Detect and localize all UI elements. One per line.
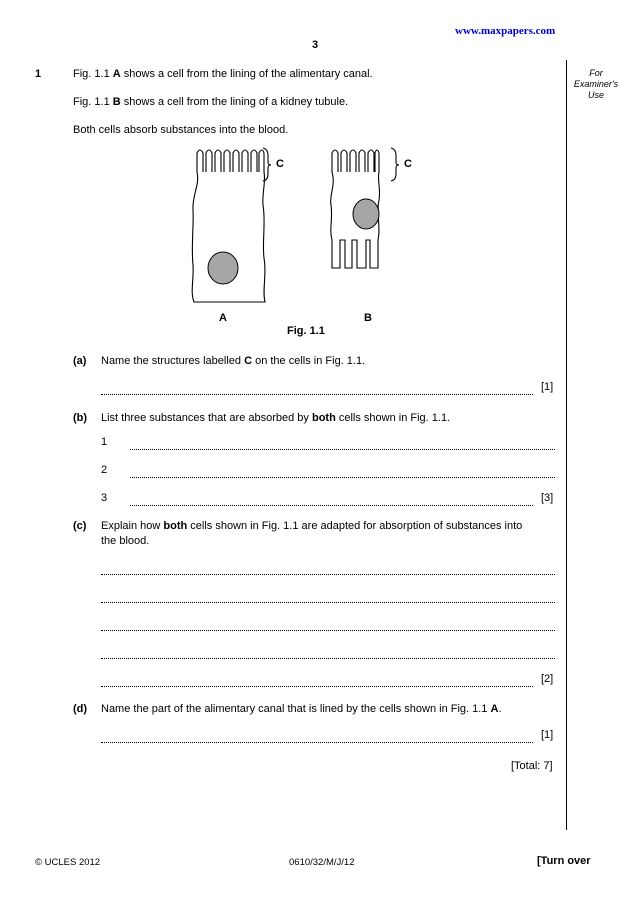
part-d-label: (d) <box>73 703 88 715</box>
intro-1-pre: Fig. 1.1 <box>73 68 113 80</box>
part-a-bold: C <box>244 355 253 367</box>
part-c-answer-line-5[interactable] <box>101 686 533 687</box>
part-d-question <box>101 703 502 715</box>
cell-b-microvilli <box>332 150 379 172</box>
part-d-mark: [1] <box>541 729 554 741</box>
part-d-answer-line[interactable] <box>101 742 533 743</box>
footer-copyright: © UCLES 2012 <box>35 857 101 868</box>
part-b-label: (b) <box>73 412 88 424</box>
intro-line-3: Both cells absorb substances into the blood. <box>73 124 289 136</box>
cell-figure <box>0 0 638 340</box>
part-b-item-2-number: 2 <box>101 464 108 476</box>
part-a-label: (a) <box>73 355 87 367</box>
part-b-post: cells shown in Fig. 1.1. <box>335 412 451 424</box>
part-a-pre: Name the structures labelled <box>101 355 245 367</box>
label-c-cell-a: C <box>276 158 284 170</box>
part-b-item-1-number: 1 <box>101 436 108 448</box>
part-c-answer-line-1[interactable] <box>101 574 555 575</box>
intro-1-bold: A <box>112 68 121 80</box>
part-b-pre: List three substances that are absorbed by <box>101 412 312 424</box>
part-c-label: (c) <box>73 520 87 532</box>
part-b-item-1-line[interactable] <box>130 449 555 450</box>
part-a-question <box>101 355 365 367</box>
part-c-question-line-2: the blood. <box>101 535 150 547</box>
examiner-line-1: For <box>589 68 603 78</box>
intro-2-post: shows a cell from the lining of a kidney tubule. <box>120 96 349 108</box>
label-c-cell-b: C <box>404 158 412 170</box>
part-a-mark: [1] <box>541 381 554 393</box>
part-b-item-3-line[interactable] <box>130 505 533 506</box>
part-d-pre: Name the part of the alimentary canal that is lined by the cells shown in Fig. 1.1 <box>101 703 491 715</box>
part-c-mark: [2] <box>541 673 554 685</box>
part-d-post: . <box>498 703 502 715</box>
part-c-answer-line-2[interactable] <box>101 602 555 603</box>
turn-over: [Turn over <box>537 855 591 867</box>
label-a: A <box>219 312 227 324</box>
part-c-pre: Explain how <box>101 520 164 532</box>
part-b-item-2-line[interactable] <box>130 477 555 478</box>
examiner-line-2: Examiner's <box>573 79 619 89</box>
question-number: 1 <box>35 68 42 80</box>
part-c-bold: both <box>163 520 188 532</box>
intro-2-bold: B <box>112 96 121 108</box>
cell-a-microvilli <box>197 150 264 172</box>
total-marks: [Total: 7] <box>511 760 553 772</box>
part-a-answer-line[interactable] <box>101 394 533 395</box>
part-d-bold: A <box>490 703 499 715</box>
part-a-post: on the cells in Fig. 1.1. <box>252 355 366 367</box>
part-b-item-3-number: 3 <box>101 492 108 504</box>
part-b-bold: both <box>311 412 336 424</box>
intro-1-post: shows a cell from the lining of the alimentary canal. <box>120 68 373 80</box>
cell-b-nucleus <box>353 199 379 229</box>
part-c-post1: cells shown in Fig. 1.1 are adapted for absorption of substances into <box>187 520 523 532</box>
label-b: B <box>364 312 372 324</box>
part-c-answer-line-3[interactable] <box>101 630 555 631</box>
part-b-question <box>101 412 450 424</box>
footer-paper-code: 0610/32/M/J/12 <box>289 857 355 868</box>
part-b-mark: [3] <box>541 492 554 504</box>
cell-b-bracket <box>391 148 399 181</box>
intro-2-pre: Fig. 1.1 <box>73 96 113 108</box>
cell-a-nucleus <box>208 252 238 284</box>
page-number: 3 <box>312 39 319 51</box>
examiner-line-3: Use <box>587 90 604 100</box>
part-c-answer-line-4[interactable] <box>101 658 555 659</box>
figure-caption: Fig. 1.1 <box>287 325 325 337</box>
website-url[interactable]: www.maxpapers.com <box>455 25 556 37</box>
part-c-question-line-1 <box>101 520 522 532</box>
